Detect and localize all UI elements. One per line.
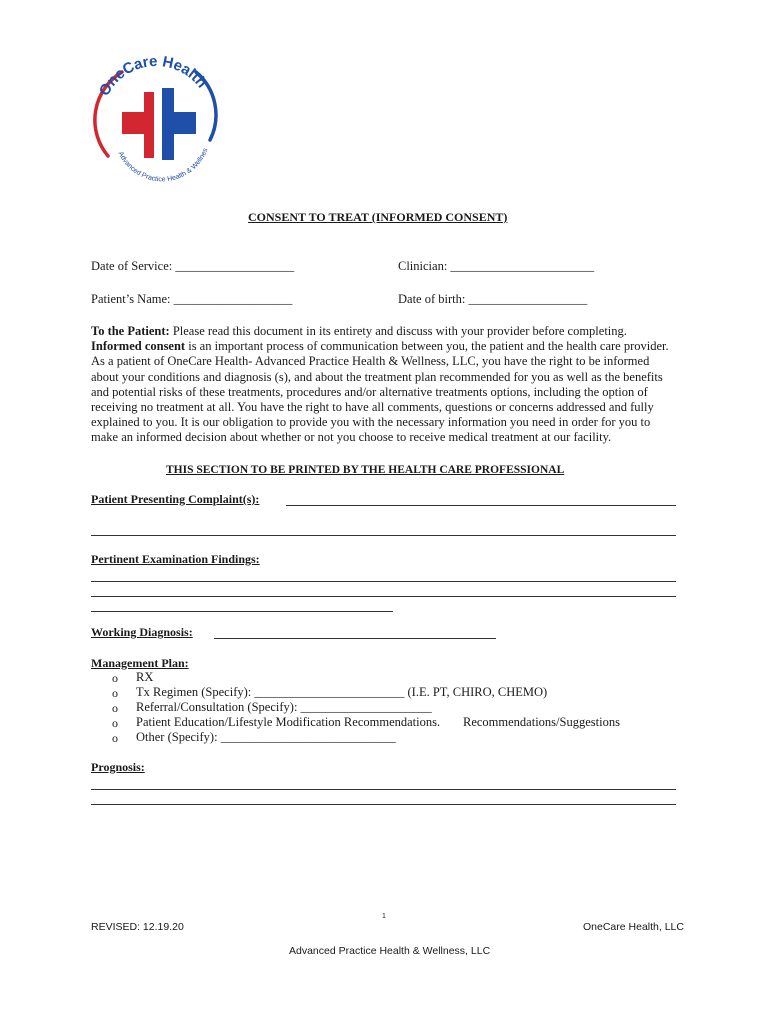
- footer-company-right: OneCare Health, LLC: [583, 921, 684, 933]
- logo-red-cross: [122, 92, 154, 158]
- management-item-rx[interactable]: RX: [136, 670, 154, 684]
- professional-section-heading: THIS SECTION TO BE PRINTED BY THE HEALTH CARE PROFESSIONAL: [166, 464, 565, 476]
- bullet-marker: o: [112, 731, 118, 745]
- bullet-marker: o: [112, 686, 118, 700]
- to-patient-label: To the Patient:: [91, 324, 170, 338]
- exam-findings-line-1[interactable]: [91, 581, 676, 582]
- revised-date: REVISED: 12.19.20: [91, 921, 184, 933]
- management-recommendations: Recommendations/Suggestions: [463, 715, 620, 729]
- date-of-birth-field[interactable]: Date of birth: ___________________: [398, 292, 588, 306]
- date-of-service-field[interactable]: Date of Service: ___________________: [91, 259, 295, 273]
- logo-arc-text-bottom: Advanced Practice Health & Wellnes: [116, 147, 210, 184]
- logo-arc-text-top: OneCare Health: [95, 52, 211, 99]
- prognosis-line-2[interactable]: [91, 804, 676, 805]
- prognosis-line-1[interactable]: [91, 789, 676, 790]
- management-item-tx-regimen[interactable]: Tx Regimen (Specify): ________________________ (I.E. PT, CHIRO, CHEMO): [136, 685, 548, 699]
- prognosis-label: Prognosis:: [91, 760, 145, 774]
- working-diagnosis-label: Working Diagnosis:: [91, 625, 193, 639]
- onecare-health-logo: [92, 50, 220, 186]
- exam-findings-label: Pertinent Examination Findings:: [91, 552, 260, 566]
- presenting-complaints-line-2[interactable]: [91, 535, 676, 536]
- management-plan-label: Management Plan:: [91, 656, 189, 670]
- exam-findings-line-2[interactable]: [91, 596, 676, 597]
- logo-blue-cross: [162, 88, 196, 160]
- bullet-marker: o: [112, 701, 118, 715]
- bullet-marker: o: [112, 671, 118, 685]
- clinician-field[interactable]: Clinician: _______________________: [398, 259, 595, 273]
- presenting-complaints-line-1[interactable]: [286, 505, 676, 506]
- management-item-education[interactable]: Patient Education/Lifestyle Modification Recommendations.: [136, 715, 441, 729]
- management-item-other[interactable]: Other (Specify): ____________________________: [136, 730, 396, 744]
- page-number: 1: [382, 913, 386, 920]
- management-item-referral[interactable]: Referral/Consultation (Specify): _____________________: [136, 700, 432, 714]
- exam-findings-line-3[interactable]: [91, 611, 393, 612]
- intro-paragraph: To the Patient: Please read this document in its entirety and discuss with your provider before completing. Informed consent is an important process of communication between you, the patient and the health care provider. As a patient of OneCare Health- Advanced Practice Health & Wellness, LLC, you have the right to be informed about your conditions and diagnosis (s), and about the treatment plan recommended for you as well as the benefits and potential risks of these treatments, procedures and/or alternative treatments options, including the option of receiving no treatment at all. You have the right to have all comments, questions or concerns addressed and fully explained to you. It is our obligation to provide you with the necessary information you need in order for you to make an informed decision about whether or not you choose to receive medical treatment at our facility.: [91, 324, 669, 445]
- document-title: CONSENT TO TREAT (INFORMED CONSENT): [248, 210, 508, 224]
- presenting-complaints-label: Patient Presenting Complaint(s):: [91, 492, 260, 506]
- working-diagnosis-line[interactable]: [214, 638, 496, 639]
- patient-name-field[interactable]: Patient’s Name: ___________________: [91, 292, 293, 306]
- footer-company-center: Advanced Practice Health & Wellness, LLC: [289, 945, 491, 957]
- bullet-marker: o: [112, 716, 118, 730]
- informed-consent-label: Informed consent: [91, 339, 186, 354]
